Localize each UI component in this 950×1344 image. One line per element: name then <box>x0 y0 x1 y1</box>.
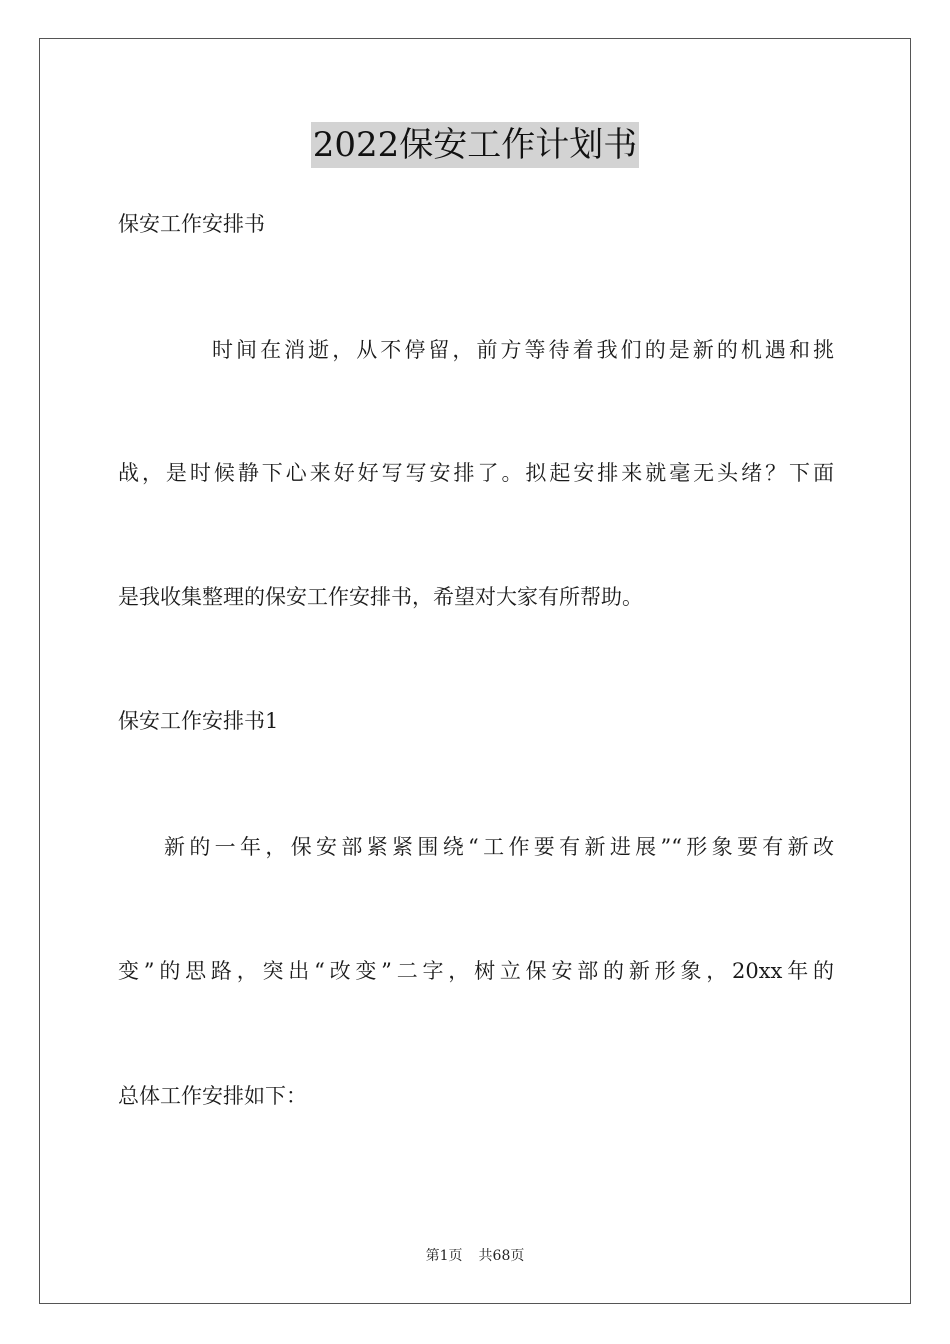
paragraph-line: 总体工作安排如下： <box>118 1084 307 1108</box>
paragraph-line: 时间在消逝，从不停留，前方等待着我们的是新的机遇和挑 <box>212 338 834 362</box>
section-heading: 保安工作安排书 <box>118 212 265 236</box>
paragraph-line: 是我收集整理的保安工作安排书，希望对大家有所帮助。 <box>118 585 643 609</box>
page-number: 第1页 <box>425 1248 463 1264</box>
section-heading: 保安工作安排书1 <box>118 709 279 733</box>
paragraph-line: 变”的思路，突出“改变”二字，树立保安部的新形象，20xx年的 <box>118 959 834 983</box>
paragraph-line: 新的一年，保安部紧紧围绕“工作要有新进展”“形象要有新改 <box>164 835 834 859</box>
paragraph-line: 战，是时候静下心来好好写写安排了。拟起安排来就毫无头绪？下面 <box>118 461 834 485</box>
page-total: 共68页 <box>478 1248 525 1264</box>
page-footer <box>0 1246 950 1266</box>
document-title: 2022保安工作计划书 <box>311 122 640 168</box>
title-container <box>0 122 950 168</box>
